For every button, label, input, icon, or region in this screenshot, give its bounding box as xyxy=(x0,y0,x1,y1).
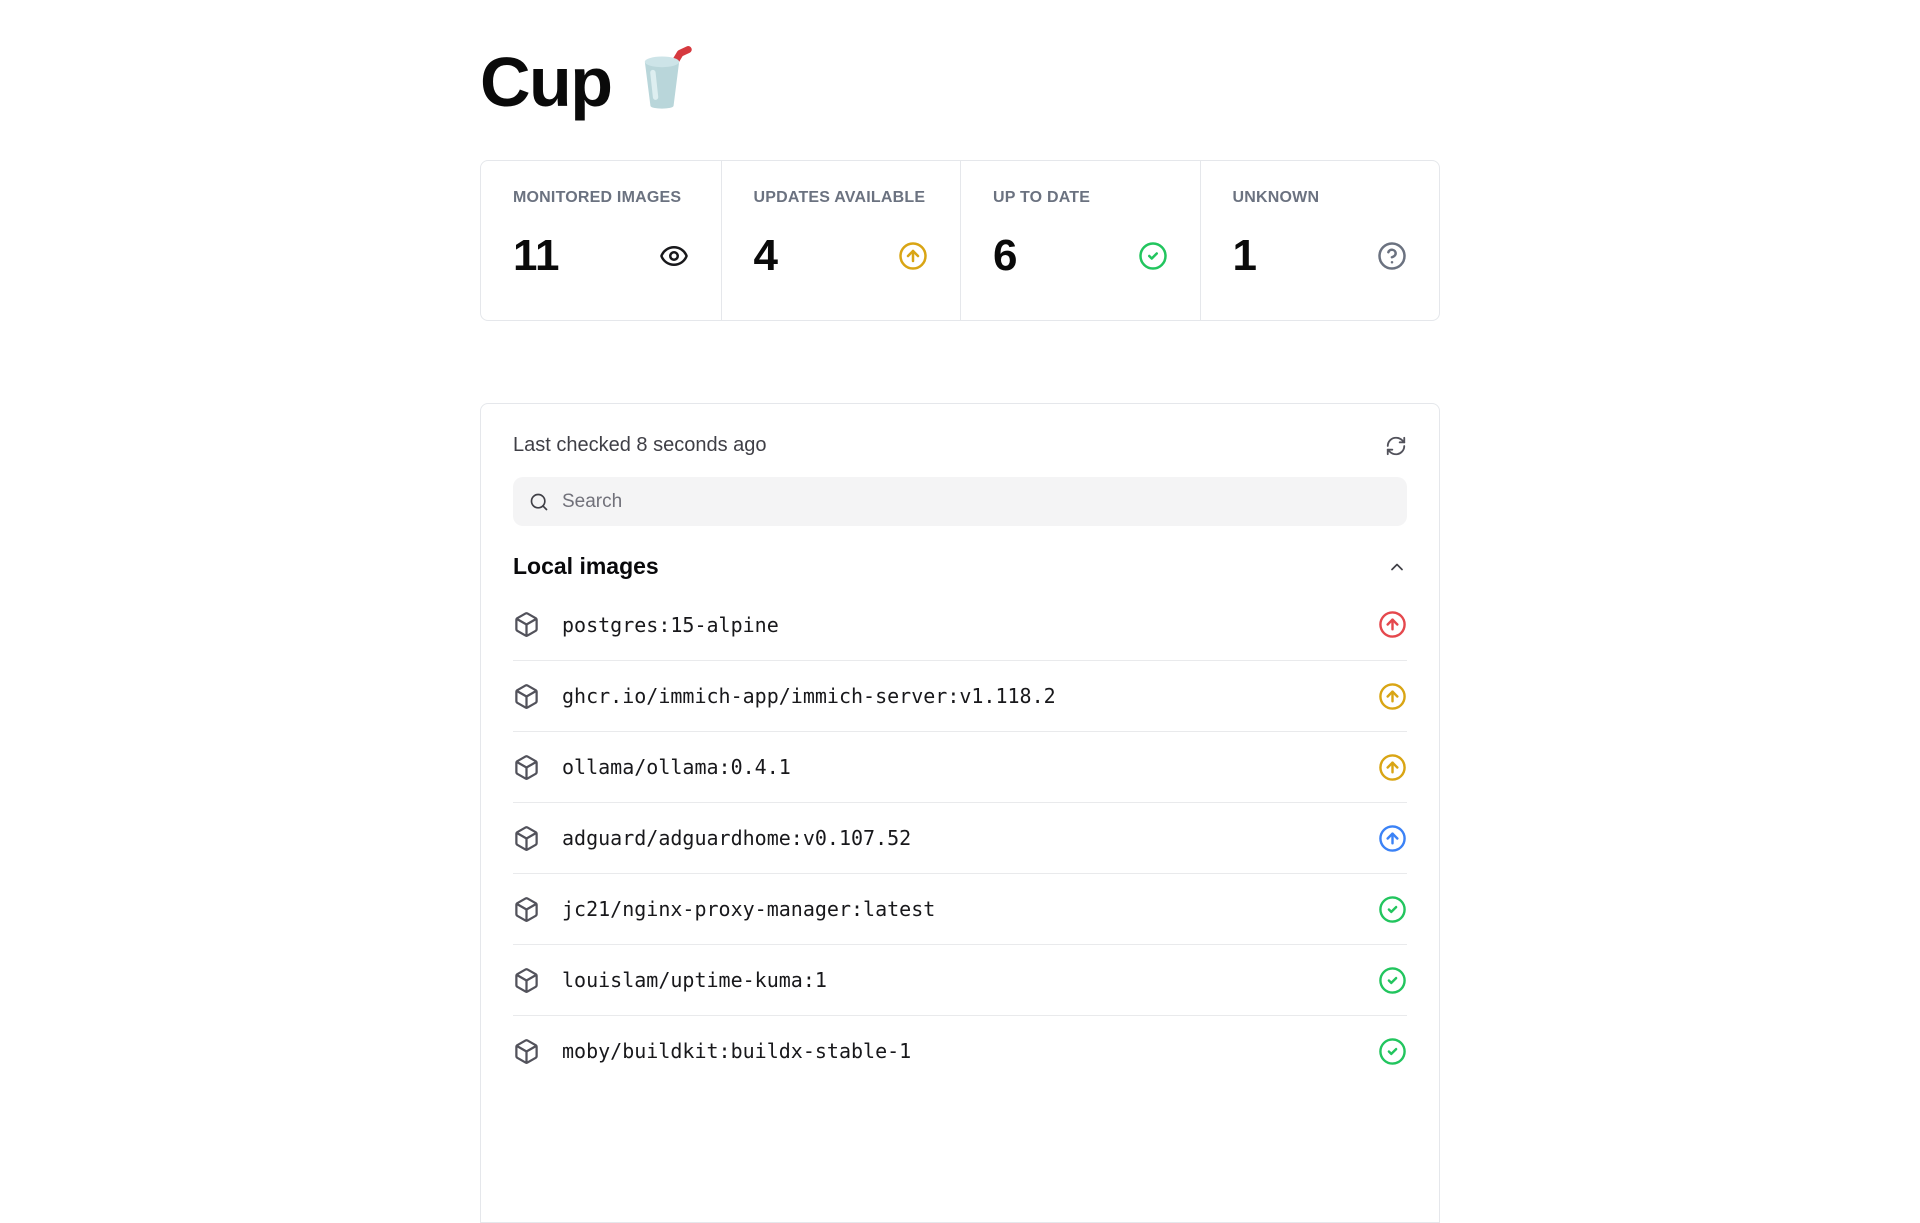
image-list xyxy=(513,589,1407,1086)
stat-updates-available xyxy=(721,161,961,320)
stat-value: 4 xyxy=(753,231,778,280)
refresh-button[interactable] xyxy=(1385,435,1407,457)
stat-value: 6 xyxy=(993,231,1018,280)
last-checked-text: Last checked 8 seconds ago xyxy=(513,434,767,456)
stat-unknown xyxy=(1200,161,1440,320)
image-list-item[interactable] xyxy=(513,802,1407,873)
image-name: louislam/uptime-kuma:1 xyxy=(562,968,827,992)
section-title: Local images xyxy=(513,553,659,579)
search-icon xyxy=(529,492,549,512)
circle-check-icon xyxy=(1378,1037,1407,1066)
circle-arrow-up-icon xyxy=(898,241,928,271)
page-header xyxy=(480,36,1440,128)
stat-monitored-images xyxy=(481,161,721,320)
image-list-item[interactable] xyxy=(513,589,1407,660)
stat-label: UPDATES AVAILABLE xyxy=(753,189,926,206)
images-panel xyxy=(480,403,1440,1223)
package-box-icon xyxy=(513,896,540,923)
image-list-item[interactable] xyxy=(513,944,1407,1015)
circle-arrow-up-icon xyxy=(1378,753,1407,782)
image-name: moby/buildkit:buildx-stable-1 xyxy=(562,1039,912,1063)
circle-check-icon xyxy=(1378,895,1407,924)
image-name: jc21/nginx-proxy-manager:latest xyxy=(562,897,936,921)
package-box-icon xyxy=(513,967,540,994)
stat-value: 11 xyxy=(513,231,560,280)
stat-label: UP TO DATE xyxy=(993,189,1091,206)
stats-summary-card xyxy=(480,160,1440,321)
circle-help-icon xyxy=(1377,241,1407,271)
chevron-up-icon xyxy=(1387,557,1407,577)
stat-up-to-date xyxy=(960,161,1200,320)
cup-with-straw-icon xyxy=(632,41,692,117)
image-list-item[interactable] xyxy=(513,1015,1407,1086)
package-box-icon xyxy=(513,825,540,852)
circle-check-icon xyxy=(1138,241,1168,271)
package-box-icon xyxy=(513,754,540,781)
circle-check-icon xyxy=(1378,966,1407,995)
image-name: postgres:15-alpine xyxy=(562,612,779,637)
image-list-item[interactable] xyxy=(513,731,1407,802)
collapse-section-button[interactable] xyxy=(1387,557,1407,577)
page-title: Cup xyxy=(480,43,612,121)
image-name: ghcr.io/immich-app/immich-server:v1.118.2 xyxy=(562,684,1056,708)
image-list-item[interactable] xyxy=(513,660,1407,731)
package-box-icon xyxy=(513,1038,540,1065)
search-box[interactable] xyxy=(513,477,1407,526)
eye-icon xyxy=(659,241,689,271)
circle-arrow-up-icon xyxy=(1378,610,1407,639)
circle-arrow-up-icon xyxy=(1378,682,1407,711)
stat-value: 1 xyxy=(1232,231,1257,280)
circle-arrow-up-icon xyxy=(1378,824,1407,853)
image-name: ollama/ollama:0.4.1 xyxy=(562,755,791,779)
refresh-icon xyxy=(1385,435,1407,457)
image-name: adguard/adguardhome:v0.107.52 xyxy=(562,826,912,850)
main-content xyxy=(480,0,1440,1223)
package-box-icon xyxy=(513,611,540,638)
stat-label: UNKNOWN xyxy=(1232,189,1320,206)
package-box-icon xyxy=(513,683,540,710)
search-input[interactable] xyxy=(560,490,1391,514)
image-list-item[interactable] xyxy=(513,873,1407,944)
stat-label: MONITORED IMAGES xyxy=(513,189,682,206)
